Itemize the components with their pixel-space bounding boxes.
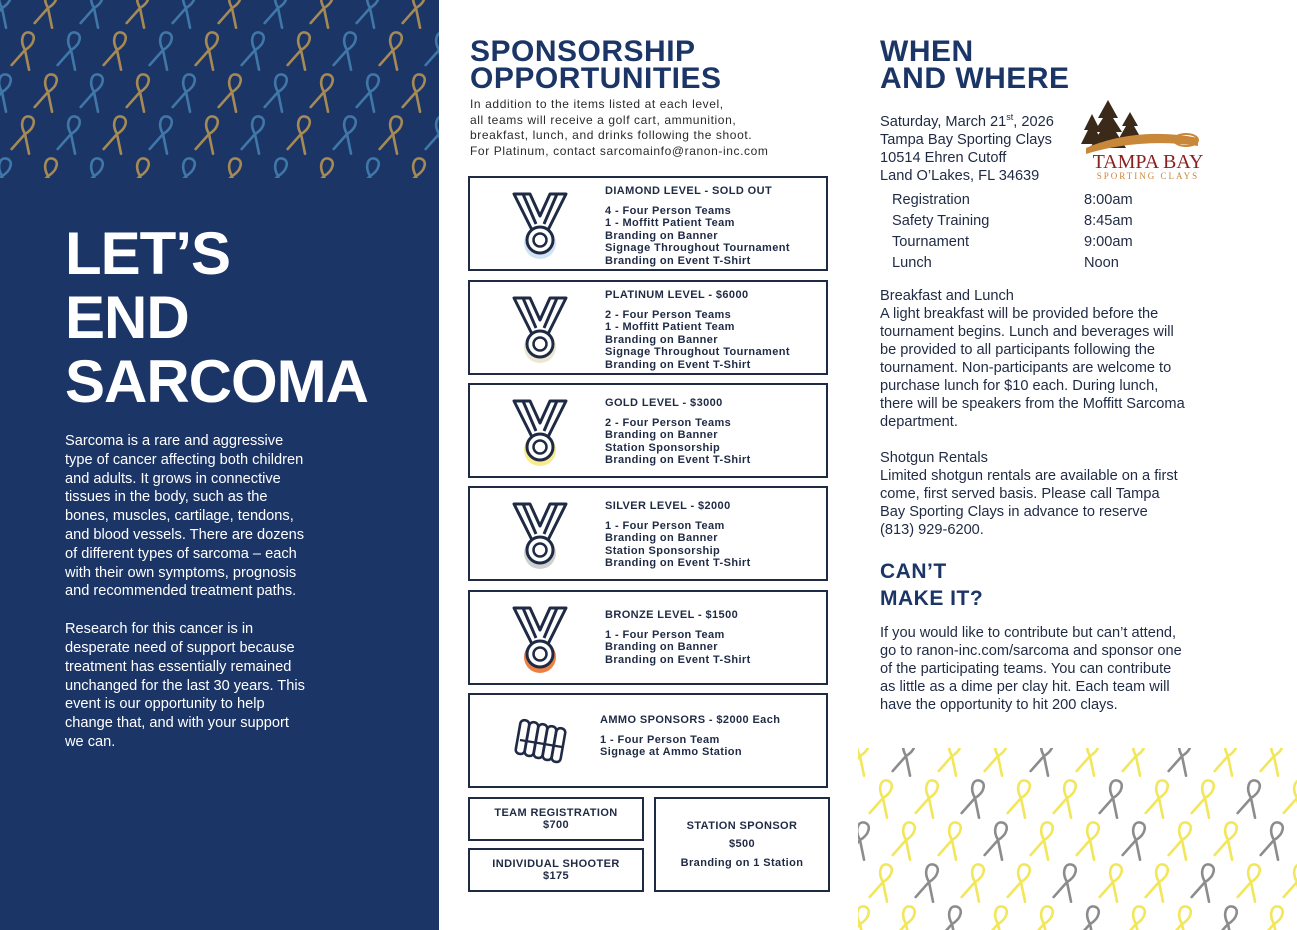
team-registration-price: $700: [542, 819, 570, 831]
awareness-ribbon-icon: [173, 0, 200, 28]
event-date-suffix-sup: st: [1006, 112, 1014, 122]
station-sponsor-box: [654, 797, 830, 892]
awareness-ribbon-icon: [1031, 904, 1058, 930]
sponsorship-title: [470, 35, 722, 95]
awareness-ribbon-icon: [1077, 904, 1104, 930]
silver-medal-icon: [510, 500, 570, 575]
platinum-level-box: [468, 280, 828, 375]
event-schedule: [892, 190, 1133, 274]
event-date-year: , 2026: [1013, 113, 1054, 130]
sponsorship-title-line-1: SPONSORSHIP: [470, 35, 696, 68]
awareness-ribbon-icon: [288, 114, 315, 153]
awareness-ribbon-icon: [1192, 862, 1219, 901]
awareness-ribbon-icon: [403, 0, 430, 28]
intro-line: breakfast, lunch, and drinks following the shoot.: [470, 128, 753, 142]
silver-level-box: [468, 486, 828, 581]
awareness-ribbon-icon: [1123, 748, 1150, 776]
description-paragraph-2: Research for this cancer is in desperate need of support because treatment has essentially remained unchanged for the last 30 years. This event is our opportunity to help change that, and with your support we can.: [65, 621, 305, 750]
platinum-medal-icon: [510, 294, 570, 369]
level-name: SILVER LEVEL - $2000: [605, 500, 731, 512]
level-benefit: Branding on Banner: [605, 229, 718, 242]
awareness-ribbon-icon: [893, 748, 920, 776]
awareness-ribbon-icon: [265, 0, 292, 28]
level-benefit: 4 - Four Person Teams: [605, 204, 732, 217]
level-benefit: 1 - Moffitt Patient Team: [605, 321, 735, 334]
awareness-ribbon-icon: [1100, 862, 1127, 901]
awareness-ribbon-icon: [12, 114, 39, 153]
awareness-ribbon-icon: [1261, 748, 1288, 776]
individual-shooter-label: INDIVIDUAL SHOOTER: [492, 857, 620, 870]
awareness-ribbon-icon: [357, 156, 384, 178]
awareness-ribbon-icon: [357, 72, 384, 111]
schedule-row: [892, 232, 1133, 253]
ammo-shells-icon: [512, 710, 568, 772]
awareness-ribbon-icon: [173, 72, 200, 111]
awareness-ribbon-icon: [893, 820, 920, 859]
level-benefit: 1 - Four Person Team: [605, 628, 725, 641]
awareness-ribbon-icon: [426, 30, 439, 69]
level-benefit: 1 - Moffitt Patient Team: [605, 217, 735, 230]
level-name: BRONZE LEVEL - $1500: [605, 609, 739, 621]
cant-make-it-title: [880, 558, 983, 612]
awareness-ribbon-icon: [35, 156, 62, 178]
breakfast-text: A light breakfast will be provided before the tournament begins. Lunch and beverages will be provided to all participants following the tournament. Non-participants are welcome to purchase lunch for $10 each. During lunch, there will be speakers from the Moffitt Sarcoma department.: [880, 306, 1185, 430]
awareness-ribbon-icon: [380, 30, 407, 69]
bronze-medal-icon: [510, 604, 570, 679]
level-name: AMMO SPONSORS - $2000 Each: [600, 714, 781, 726]
awareness-ribbon-icon: [0, 72, 15, 111]
schedule-row: [892, 253, 1133, 274]
ammo-sponsor-box: [468, 693, 828, 788]
headline-line-1: LET’S: [65, 220, 231, 287]
awareness-ribbon-icon: [985, 904, 1012, 930]
team-registration-box: [468, 797, 644, 841]
level-benefit: Branding on Banner: [605, 641, 718, 654]
awareness-ribbon-icon: [81, 156, 108, 178]
diamond-level-text: [605, 185, 790, 268]
awareness-ribbon-icon: [870, 778, 897, 817]
sponsorship-title-line-2: OPPORTUNITIES: [470, 62, 722, 95]
awareness-ribbon-icon: [1008, 862, 1035, 901]
intro-line: For Platinum, contact sarcomainfo@ranon-inc.com: [470, 143, 769, 158]
shotgun-text: Limited shotgun rentals are available on a first come, first served basis. Please call Tampa Bay Sporting Clays in advance to reserve (813) 929-6200.: [880, 468, 1178, 538]
bronze-level-box: [468, 590, 828, 685]
event-date-prefix: Saturday, March 21: [880, 113, 1007, 130]
breakfast-heading: Breakfast and Lunch: [880, 288, 1014, 304]
level-benefit: Branding on Event T-Shirt: [605, 454, 751, 467]
awareness-ribbon-icon: [1238, 778, 1265, 817]
breakfast-lunch-section: [880, 287, 1185, 431]
awareness-ribbon-icon: [985, 748, 1012, 776]
awareness-ribbon-icon: [150, 30, 177, 69]
awareness-ribbon-icon: [1215, 748, 1242, 776]
intro-line: all teams will receive a golf cart, ammunition,: [470, 112, 737, 127]
awareness-ribbon-icon: [962, 778, 989, 817]
awareness-ribbon-icon: [1261, 904, 1288, 930]
awareness-ribbon-icon: [1146, 778, 1173, 817]
awareness-ribbon-icon: [403, 156, 430, 178]
ribbon-pattern-bottom: [858, 748, 1297, 930]
awareness-ribbon-icon: [1054, 778, 1081, 817]
awareness-ribbon-icon: [1169, 820, 1196, 859]
diamond-medal-icon: [510, 190, 570, 265]
individual-shooter-price: $175: [542, 870, 570, 882]
shotgun-heading: Shotgun Rentals: [880, 450, 988, 466]
level-benefit: Branding on Banner: [605, 333, 718, 346]
level-benefit: Signage Throughout Tournament: [605, 242, 790, 255]
logo-main-text: TAMPA BAY: [1092, 151, 1204, 173]
logo-sub-text: SPORTING CLAYS: [1096, 171, 1200, 181]
schedule-time: Noon: [1084, 255, 1119, 271]
awareness-ribbon-icon: [288, 30, 315, 69]
awareness-ribbon-icon: [858, 820, 873, 859]
awareness-ribbon-icon: [265, 72, 292, 111]
awareness-ribbon-icon: [1192, 778, 1219, 817]
awareness-ribbon-icon: [939, 904, 966, 930]
sponsorship-intro: [470, 97, 820, 159]
schedule-row: [892, 211, 1133, 232]
level-benefit: 1 - Four Person Team: [605, 519, 725, 532]
gold-level-text: [605, 397, 751, 467]
awareness-ribbon-icon: [1261, 820, 1288, 859]
awareness-ribbon-icon: [985, 820, 1012, 859]
awareness-ribbon-icon: [242, 30, 269, 69]
awareness-ribbon-icon: [265, 156, 292, 178]
ribbon-pattern-top: [0, 0, 439, 178]
awareness-ribbon-icon: [1169, 904, 1196, 930]
headline: [65, 222, 368, 414]
headline-line-3: SARCOMA: [65, 348, 368, 415]
awareness-ribbon-icon: [916, 862, 943, 901]
headline-line-2: END: [65, 284, 189, 351]
awareness-ribbon-icon: [104, 30, 131, 69]
awareness-ribbon-icon: [311, 156, 338, 178]
level-benefit: Branding on Event T-Shirt: [605, 254, 751, 267]
awareness-ribbon-icon: [1077, 748, 1104, 776]
awareness-ribbon-icon: [1238, 862, 1265, 901]
team-registration-label: TEAM REGISTRATION: [494, 806, 618, 819]
awareness-ribbon-icon: [334, 114, 361, 153]
awareness-ribbon-icon: [127, 156, 154, 178]
awareness-ribbon-icon: [242, 114, 269, 153]
diamond-level-box: [468, 176, 828, 271]
awareness-ribbon-icon: [150, 114, 177, 153]
station-sponsor-label: STATION SPONSOR: [686, 819, 798, 832]
awareness-ribbon-icon: [0, 156, 15, 178]
tampa-bay-sporting-clays-logo: [1078, 96, 1218, 182]
level-name: PLATINUM LEVEL - $6000: [605, 289, 749, 301]
bronze-level-text: [605, 609, 751, 666]
when-where-title-line-2: AND WHERE: [880, 62, 1070, 95]
awareness-ribbon-icon: [916, 778, 943, 817]
awareness-ribbon-icon: [12, 30, 39, 69]
description-paragraph-1: Sarcoma is a rare and aggressive type of cancer affecting both children and adults. It grows in connective tissues in the body, such as the bones, muscles, cartilage, tendons, and blood vessels. There are dozens of different types of sarcoma – each with their own symptoms, prognosis and recommended treatment paths.: [65, 433, 305, 600]
level-benefit: Branding on Banner: [605, 532, 718, 545]
level-benefit: Branding on Event T-Shirt: [605, 557, 751, 570]
awareness-ribbon-icon: [173, 156, 200, 178]
level-benefit: 2 - Four Person Teams: [605, 416, 732, 429]
schedule-row: [892, 190, 1133, 211]
cant-make-it-line-1: CAN’T: [880, 560, 947, 583]
schedule-label: Tournament: [892, 234, 970, 250]
awareness-ribbon-icon: [1054, 862, 1081, 901]
when-where-title-line-1: WHEN: [880, 35, 974, 68]
awareness-ribbon-icon: [81, 72, 108, 111]
awareness-ribbon-icon: [334, 30, 361, 69]
awareness-ribbon-icon: [858, 748, 873, 776]
awareness-ribbon-icon: [893, 904, 920, 930]
awareness-ribbon-icon: [1031, 748, 1058, 776]
level-benefit: Station Sponsorship: [605, 544, 721, 557]
awareness-ribbon-icon: [870, 862, 897, 901]
level-benefit: Station Sponsorship: [605, 441, 721, 454]
awareness-ribbon-icon: [380, 114, 407, 153]
awareness-ribbon-icon: [0, 0, 15, 28]
event-address: [880, 108, 1054, 185]
platinum-level-text: [605, 289, 790, 372]
awareness-ribbon-icon: [858, 904, 873, 930]
awareness-ribbon-icon: [939, 820, 966, 859]
silver-level-text: [605, 500, 751, 570]
venue-street: 10514 Ehren Cutoff: [880, 149, 1007, 166]
awareness-ribbon-icon: [1215, 820, 1242, 859]
level-benefit: Branding on Event T-Shirt: [605, 358, 751, 371]
schedule-time: 8:45am: [1084, 213, 1133, 229]
awareness-ribbon-icon: [196, 114, 223, 153]
schedule-time: 9:00am: [1084, 234, 1133, 250]
awareness-ribbon-icon: [311, 0, 338, 28]
schedule-label: Safety Training: [892, 213, 990, 229]
cant-make-it-text: If you would like to contribute but can’t attend, go to ranon-inc.com/sarcoma and sponsor one of the participating teams. You can contribute as little as a dime per clay hit. Each team will have the opportunity to hit 200 clays.: [880, 625, 1182, 713]
event-date: [880, 108, 1054, 131]
cant-make-it-line-2: MAKE IT?: [880, 587, 984, 610]
awareness-ribbon-icon: [219, 72, 246, 111]
schedule-time: 8:00am: [1084, 192, 1133, 208]
awareness-ribbon-icon: [1123, 820, 1150, 859]
awareness-ribbon-icon: [196, 30, 223, 69]
awareness-ribbon-icon: [104, 114, 131, 153]
schedule-label: Registration: [892, 192, 970, 208]
awareness-ribbon-icon: [1077, 820, 1104, 859]
gold-medal-icon: [510, 397, 570, 472]
level-benefit: Branding on Banner: [605, 429, 718, 442]
awareness-ribbon-icon: [219, 0, 246, 28]
awareness-ribbon-icon: [81, 0, 108, 28]
awareness-ribbon-icon: [962, 862, 989, 901]
individual-shooter-box: [468, 848, 644, 892]
ammo-sponsor-text: [600, 714, 780, 759]
awareness-ribbon-icon: [219, 156, 246, 178]
gold-level-box: [468, 383, 828, 478]
station-sponsor-detail: Branding on 1 Station: [680, 856, 804, 869]
awareness-ribbon-icon: [426, 114, 439, 153]
station-sponsor-price: $500: [728, 838, 756, 851]
venue-city: Land O’Lakes, FL 34639: [880, 167, 1040, 184]
level-benefit: Branding on Event T-Shirt: [605, 653, 751, 666]
level-benefit: Signage at Ammo Station: [600, 746, 743, 759]
level-benefit: Signage Throughout Tournament: [605, 346, 790, 359]
awareness-ribbon-icon: [1215, 904, 1242, 930]
level-benefit: 2 - Four Person Teams: [605, 308, 732, 321]
level-benefit: 1 - Four Person Team: [600, 733, 720, 746]
level-name: DIAMOND LEVEL - SOLD OUT: [605, 185, 773, 197]
awareness-ribbon-icon: [357, 0, 384, 28]
level-name: GOLD LEVEL - $3000: [605, 397, 723, 409]
awareness-ribbon-icon: [127, 72, 154, 111]
awareness-ribbon-icon: [311, 72, 338, 111]
awareness-ribbon-icon: [35, 72, 62, 111]
awareness-ribbon-icon: [58, 30, 85, 69]
schedule-label: Lunch: [892, 255, 932, 271]
awareness-ribbon-icon: [35, 0, 62, 28]
awareness-ribbon-icon: [1123, 904, 1150, 930]
left-panel: [0, 0, 439, 930]
awareness-ribbon-icon: [403, 72, 430, 111]
intro-line: In addition to the items listed at each level,: [470, 97, 724, 111]
venue-name: Tampa Bay Sporting Clays: [880, 131, 1052, 148]
shotgun-rentals-section: [880, 449, 1185, 539]
awareness-ribbon-icon: [1146, 862, 1173, 901]
awareness-ribbon-icon: [1169, 748, 1196, 776]
awareness-ribbon-icon: [939, 748, 966, 776]
when-where-title: [880, 35, 1070, 95]
sarcoma-description: [65, 432, 310, 771]
awareness-ribbon-icon: [1100, 778, 1127, 817]
awareness-ribbon-icon: [1031, 820, 1058, 859]
awareness-ribbon-icon: [127, 0, 154, 28]
awareness-ribbon-icon: [1284, 778, 1297, 817]
awareness-ribbon-icon: [1284, 862, 1297, 901]
awareness-ribbon-icon: [1008, 778, 1035, 817]
awareness-ribbon-icon: [58, 114, 85, 153]
